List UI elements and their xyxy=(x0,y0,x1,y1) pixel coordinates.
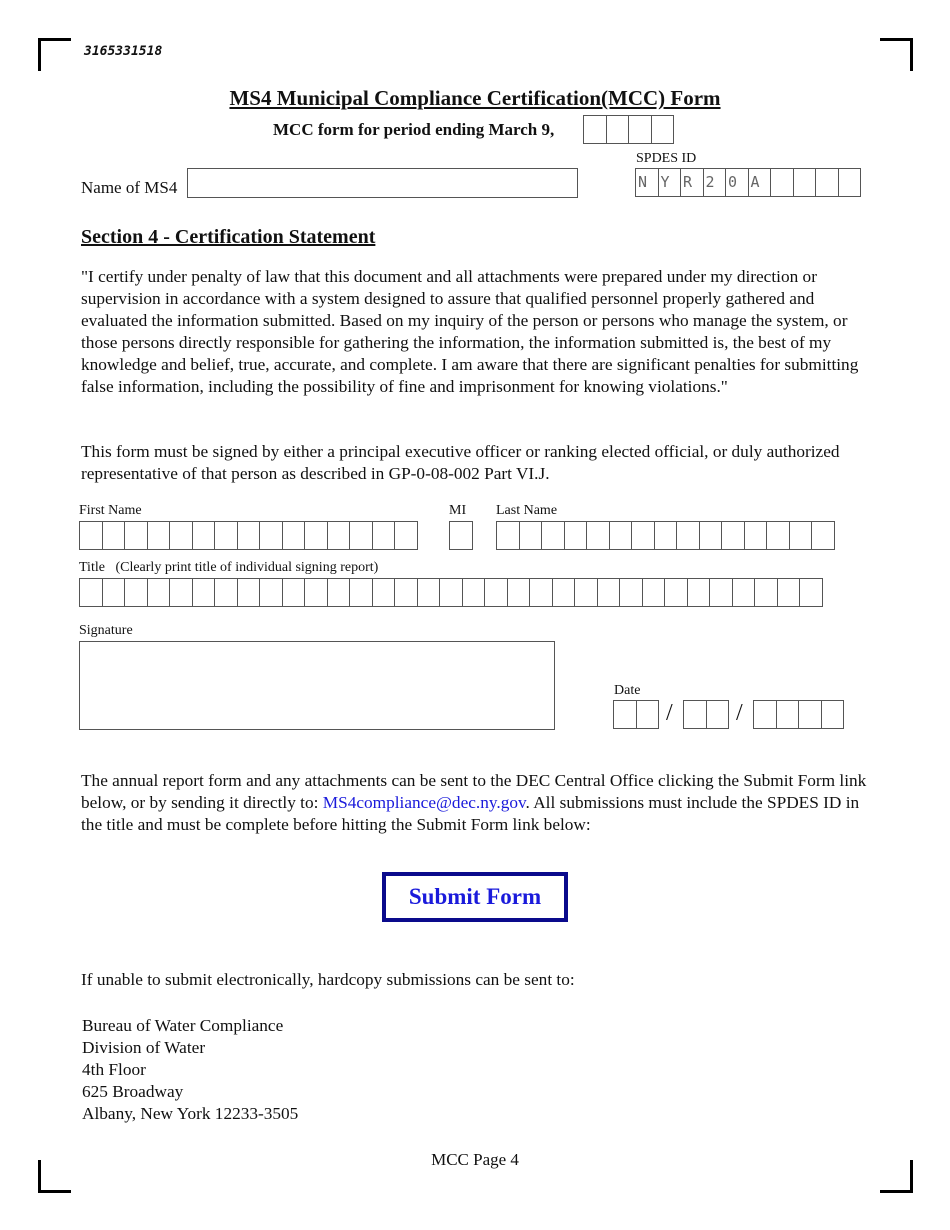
char-cell[interactable] xyxy=(676,521,700,550)
char-cell[interactable] xyxy=(811,521,835,550)
spdes-cell[interactable] xyxy=(770,168,794,197)
mi-input[interactable] xyxy=(449,521,472,550)
date-separator: / xyxy=(736,700,743,726)
spdes-cell[interactable] xyxy=(793,168,817,197)
char-cell[interactable] xyxy=(147,578,171,607)
spdes-cell[interactable]: 2 xyxy=(703,168,727,197)
char-cell[interactable] xyxy=(372,521,396,550)
char-cell[interactable] xyxy=(541,521,565,550)
ms4-name-input[interactable] xyxy=(187,168,578,198)
mi-cell[interactable] xyxy=(449,521,473,550)
char-cell[interactable] xyxy=(789,521,813,550)
corner-mark-top-right xyxy=(880,38,913,71)
char-cell[interactable] xyxy=(484,578,508,607)
char-cell[interactable] xyxy=(349,578,373,607)
year-cell[interactable] xyxy=(583,115,607,144)
char-cell[interactable] xyxy=(699,521,723,550)
char-cell[interactable] xyxy=(552,578,576,607)
date-cell[interactable] xyxy=(821,700,845,729)
date-cell[interactable] xyxy=(776,700,800,729)
date-cell[interactable] xyxy=(683,700,707,729)
char-cell[interactable] xyxy=(417,578,441,607)
spdes-cell[interactable]: N xyxy=(635,168,659,197)
char-cell[interactable] xyxy=(259,578,283,607)
char-cell[interactable] xyxy=(282,578,306,607)
char-cell[interactable] xyxy=(372,578,396,607)
title-label: Title (Clearly print title of individual signing report) xyxy=(79,560,379,575)
char-cell[interactable] xyxy=(642,578,666,607)
date-label: Date xyxy=(614,683,641,698)
spdes-id-cells[interactable] xyxy=(635,168,860,197)
mailing-address xyxy=(82,1015,298,1125)
section-heading: Section 4 - Certification Statement xyxy=(81,226,376,248)
char-cell[interactable] xyxy=(169,521,193,550)
char-cell[interactable] xyxy=(102,578,126,607)
date-month-input[interactable] xyxy=(613,700,658,729)
char-cell[interactable] xyxy=(799,578,823,607)
char-cell[interactable] xyxy=(462,578,486,607)
title-hint: (Clearly print title of individual signing report) xyxy=(115,560,379,575)
char-cell[interactable] xyxy=(214,578,238,607)
last-name-input[interactable] xyxy=(496,521,834,550)
char-cell[interactable] xyxy=(237,521,261,550)
char-cell[interactable] xyxy=(709,578,733,607)
char-cell[interactable] xyxy=(102,521,126,550)
char-cell[interactable] xyxy=(192,521,216,550)
char-cell[interactable] xyxy=(586,521,610,550)
first-name-input[interactable] xyxy=(79,521,417,550)
date-cell[interactable] xyxy=(636,700,660,729)
char-cell[interactable] xyxy=(214,521,238,550)
date-day-input[interactable] xyxy=(683,700,728,729)
char-cell[interactable] xyxy=(259,521,283,550)
char-cell[interactable] xyxy=(721,521,745,550)
year-cell[interactable] xyxy=(628,115,652,144)
char-cell[interactable] xyxy=(304,578,328,607)
address-line: Bureau of Water Compliance xyxy=(82,1016,284,1035)
char-cell[interactable] xyxy=(124,521,148,550)
char-cell[interactable] xyxy=(564,521,588,550)
char-cell[interactable] xyxy=(609,521,633,550)
char-cell[interactable] xyxy=(597,578,621,607)
email-link[interactable]: MS4compliance@dec.ny.gov xyxy=(322,793,526,812)
address-line: Division of Water xyxy=(82,1038,206,1057)
char-cell[interactable] xyxy=(349,521,373,550)
spdes-cell[interactable]: R xyxy=(680,168,704,197)
char-cell[interactable] xyxy=(327,578,351,607)
char-cell[interactable] xyxy=(394,578,418,607)
year-cell[interactable] xyxy=(651,115,675,144)
year-cell[interactable] xyxy=(606,115,630,144)
ms4-name-label: Name of MS4 xyxy=(81,178,178,197)
char-cell[interactable] xyxy=(687,578,711,607)
spdes-cell[interactable]: Y xyxy=(658,168,682,197)
address-line: Albany, New York 12233-3505 xyxy=(82,1104,299,1123)
date-cell[interactable] xyxy=(706,700,730,729)
char-cell[interactable] xyxy=(439,578,463,607)
form-id: 3165331518 xyxy=(84,44,163,59)
char-cell[interactable] xyxy=(507,578,531,607)
page-title: MS4 Municipal Compliance Certification(MCC) Form xyxy=(229,86,721,110)
char-cell[interactable] xyxy=(631,521,655,550)
period-year-cells[interactable] xyxy=(583,115,673,144)
char-cell[interactable] xyxy=(304,521,328,550)
char-cell[interactable] xyxy=(744,521,768,550)
char-cell[interactable] xyxy=(754,578,778,607)
char-cell[interactable] xyxy=(169,578,193,607)
signature-box[interactable] xyxy=(79,641,555,730)
char-cell[interactable] xyxy=(777,578,801,607)
char-cell[interactable] xyxy=(282,521,306,550)
char-cell[interactable] xyxy=(192,578,216,607)
spdes-cell[interactable] xyxy=(815,168,839,197)
char-cell[interactable] xyxy=(519,521,543,550)
char-cell[interactable] xyxy=(79,521,103,550)
char-cell[interactable] xyxy=(496,521,520,550)
spdes-cell[interactable]: A xyxy=(748,168,772,197)
char-cell[interactable] xyxy=(79,578,103,607)
char-cell[interactable] xyxy=(619,578,643,607)
char-cell[interactable] xyxy=(766,521,790,550)
last-name-label: Last Name xyxy=(496,503,558,518)
certification-statement: "I certify under penalty of law that this document and all attachments were prepared under my direction or supervision in accordance with a system designed to assure that qualified personnel properly gathered and evaluated the information submitted. Based on my inquiry of the person or persons who manage the system, or those persons directly responsible for gathering the information, the information submitted is, the best of my knowledge and belief, true, accurate, and complete. I am aware that there are significant penalties for submitting false information, including the possibility of fine and imprisonment for knowing violations." xyxy=(81,267,859,396)
char-cell[interactable] xyxy=(394,521,418,550)
first-name-label: First Name xyxy=(79,503,142,518)
char-cell[interactable] xyxy=(124,578,148,607)
title-input[interactable] xyxy=(79,578,822,607)
char-cell[interactable] xyxy=(574,578,598,607)
signature-label: Signature xyxy=(79,623,133,638)
date-cell[interactable] xyxy=(613,700,637,729)
submit-form-button[interactable]: Submit Form xyxy=(382,872,568,922)
page-number: MCC Page 4 xyxy=(431,1150,519,1169)
char-cell[interactable] xyxy=(237,578,261,607)
mi-label: MI xyxy=(449,503,467,518)
spdes-cell[interactable] xyxy=(838,168,862,197)
char-cell[interactable] xyxy=(732,578,756,607)
spdes-cell[interactable]: 0 xyxy=(725,168,749,197)
char-cell[interactable] xyxy=(664,578,688,607)
submission-instructions: The annual report form and any attachments can be sent to the DEC Central Office clicking the Submit Form link below, or by sending it directly to: MS4compliance@dec.ny.gov. All submissions must include the SPDES ID in the title and must be complete before hitting the Submit Form link below: xyxy=(81,771,867,834)
address-line: 4th Floor xyxy=(82,1060,146,1079)
char-cell[interactable] xyxy=(654,521,678,550)
date-separator: / xyxy=(666,700,673,726)
address-line: 625 Broadway xyxy=(82,1082,184,1101)
char-cell[interactable] xyxy=(147,521,171,550)
period-label: MCC form for period ending March 9, xyxy=(273,120,555,139)
corner-mark-top-left xyxy=(38,38,71,71)
date-year-input[interactable] xyxy=(753,700,843,729)
signer-note: This form must be signed by either a principal executive officer or ranking elected official, or duly authorized representative of that person as described in GP-0-08-002 Part VI.J. xyxy=(81,442,840,483)
date-cell[interactable] xyxy=(753,700,777,729)
spdes-id-label: SPDES ID xyxy=(636,151,697,166)
char-cell[interactable] xyxy=(529,578,553,607)
char-cell[interactable] xyxy=(327,521,351,550)
date-cell[interactable] xyxy=(798,700,822,729)
hardcopy-note: If unable to submit electronically, hardcopy submissions can be sent to: xyxy=(81,970,575,989)
